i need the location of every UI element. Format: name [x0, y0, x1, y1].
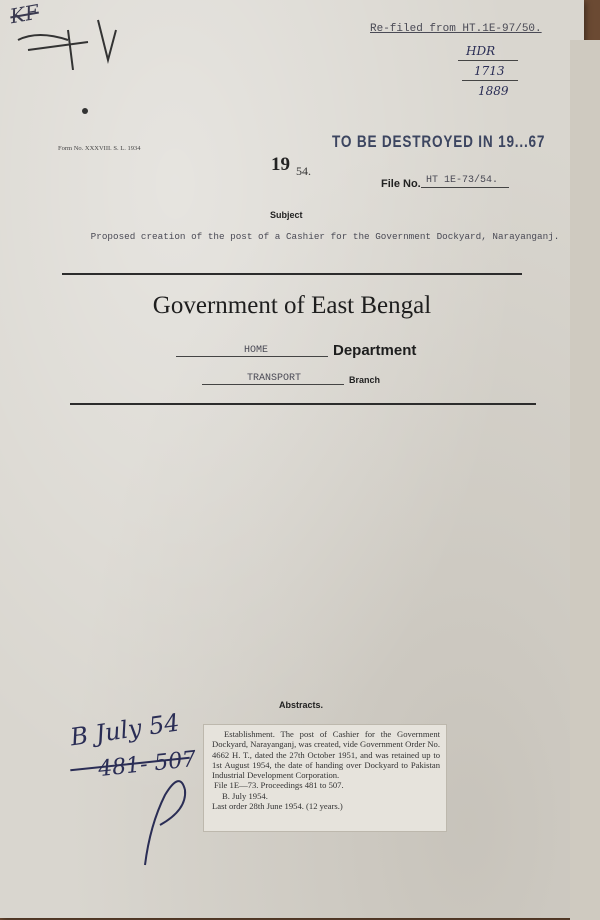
file-no-value: HT 1E-73/54. — [426, 175, 499, 186]
branch-label: Branch — [349, 375, 381, 385]
abstract-last-order: Last order 28th June 1954. (12 years.) — [212, 801, 343, 812]
abstract-body: Establishment. The post of Cashier for the Government Dockyard, Narayanganj, was created, vide Government Order No. 4662 H. T., dated the 27th October 1951, and was retained up to 1st August 1954, the date of handing over Dockyard to Pakistan Industrial Development Corporation. — [212, 729, 440, 781]
destroy-stamp: TO BE DESTROYED IN 19...67 — [332, 132, 546, 151]
department-value: HOME — [244, 345, 269, 356]
year-prefix: 19 — [271, 154, 290, 175]
file-no-line — [421, 187, 509, 188]
scribble-marks — [8, 10, 128, 70]
form-number: Form No. XXXVIII. S. L. 1934 — [58, 145, 141, 152]
underlying-page — [570, 40, 600, 920]
branch-line — [202, 384, 344, 385]
abstract-text-block — [212, 729, 440, 811]
branch-value: TRANSPORT — [247, 373, 302, 384]
ink-dot — [82, 108, 88, 114]
subject-label: Subject — [270, 210, 303, 220]
ref-line-1 — [458, 60, 518, 61]
government-title: Government of East Bengal — [152, 292, 432, 319]
department-label: Department — [333, 342, 417, 359]
handwritten-ref-1: HDR — [466, 44, 496, 58]
handwritten-note-range: 481- 507 — [96, 746, 198, 783]
bottom-rule — [70, 403, 536, 405]
corner-scribble: KF — [8, 0, 41, 29]
department-line — [176, 356, 328, 357]
handwritten-note-date: B July 54 — [68, 708, 182, 752]
signature-mark — [135, 775, 195, 870]
subject-text: Proposed creation of the post of a Cashier for the Government Dockyard, Narayanganj. — [90, 231, 560, 242]
handwritten-ref-3: 1889 — [478, 84, 509, 98]
refiled-note: Re-filed from HT.1E-97/50. — [370, 23, 542, 35]
year-suffix: 54. — [296, 164, 311, 178]
top-rule — [62, 273, 522, 275]
abstract-file: File 1E—73. Proceedings 481 to 507. — [214, 780, 344, 791]
abstracts-label: Abstracts. — [279, 700, 324, 710]
handwritten-ref-2: 1713 — [474, 64, 505, 78]
ref-line-2 — [462, 80, 518, 81]
file-no-label: File No. — [381, 178, 421, 190]
abstract-date: B. July 1954. — [222, 790, 268, 801]
